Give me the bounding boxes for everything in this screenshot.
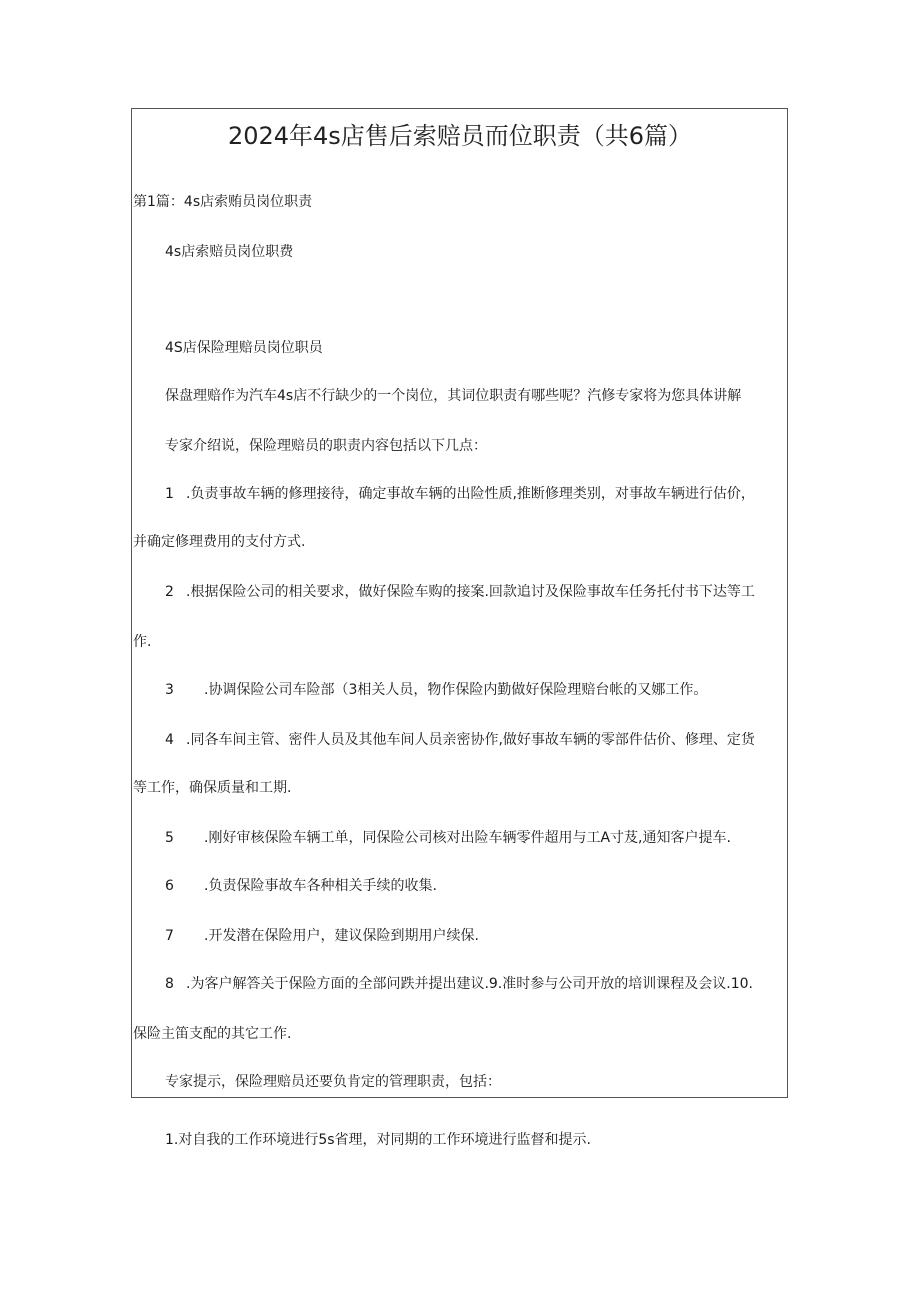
intro-paragraph-2: 专家介绍说，保险理赔员的职责内容包括以下几点：	[165, 438, 487, 454]
list-item: .刚好审核保险车辆工单，同保险公司核对出险车辆零件超用与工A寸芨,通知客户提车.	[204, 830, 731, 846]
list-item-continuation: 保险主笛支配的其它工作.	[133, 1026, 292, 1042]
list-item-number: 1	[165, 486, 174, 502]
tip-paragraph: 专家提示，保险理赔员还要负肯定的管理职责，包括：	[165, 1074, 501, 1090]
list-item: .负责事故车辆的修理接待，确定事故车辆的出险性质,推断修理类别，对事故车辆进行估价，	[186, 486, 755, 502]
list-item-number: 5	[165, 830, 174, 846]
list-item: .为客户解答关于保险方面的全部问跌并提出建议.9.准时参与公司开放的培训课程及会议.10.	[186, 976, 753, 992]
document-title: 2024年4s店售后索赔员而位职责（共6篇）	[227, 122, 693, 150]
sub-heading: 4s店索赔员岗位职费	[165, 244, 294, 260]
list-item-number: 6	[165, 878, 174, 894]
list-item-continuation: 等工作，确保质量和工期.	[133, 780, 292, 796]
list-item-number: 2	[165, 584, 174, 600]
list-item: .协调保险公司车险部（3相关人员，物作保险内勤做好保险理赔台帐的又娜工作。	[204, 682, 708, 698]
role-heading: 4S店保险理赔员岗位职员	[165, 340, 323, 356]
list-item-continuation: 作.	[133, 634, 152, 650]
list-item-continuation: 并确定修理费用的支付方式.	[133, 534, 306, 550]
list-item: .开发潜在保险用户，建议保险到期用户续保.	[204, 928, 479, 944]
list-item-number: 7	[165, 928, 174, 944]
list-item-number: 8	[165, 976, 174, 992]
list-item-number: 3	[165, 682, 174, 698]
list-item: .负责保险事故车各种相关手续的收集.	[204, 878, 437, 894]
intro-paragraph: 保盘理赔作为汽车4s店不行缺少的一个岗位，其词位职责有哪些呢？汽修专家将为您具体讲解	[165, 388, 742, 404]
list-item: .根据保险公司的相关要求，做好保险车购的接案.回款追讨及保险事故车任务托付书下达等工	[186, 584, 755, 600]
section-heading: 第1篇：4s店索贿员岗位职责	[133, 194, 313, 210]
list-item-number: 4	[165, 732, 174, 748]
paragraph-after-frame: 1.对自我的工作环境进行5s省理，对同期的工作环境进行监督和提示.	[165, 1132, 592, 1148]
list-item: .同各车间主管、密件人员及其他车间人员亲密协作,做好事故车辆的零部件估价、修理、定货	[186, 732, 755, 748]
